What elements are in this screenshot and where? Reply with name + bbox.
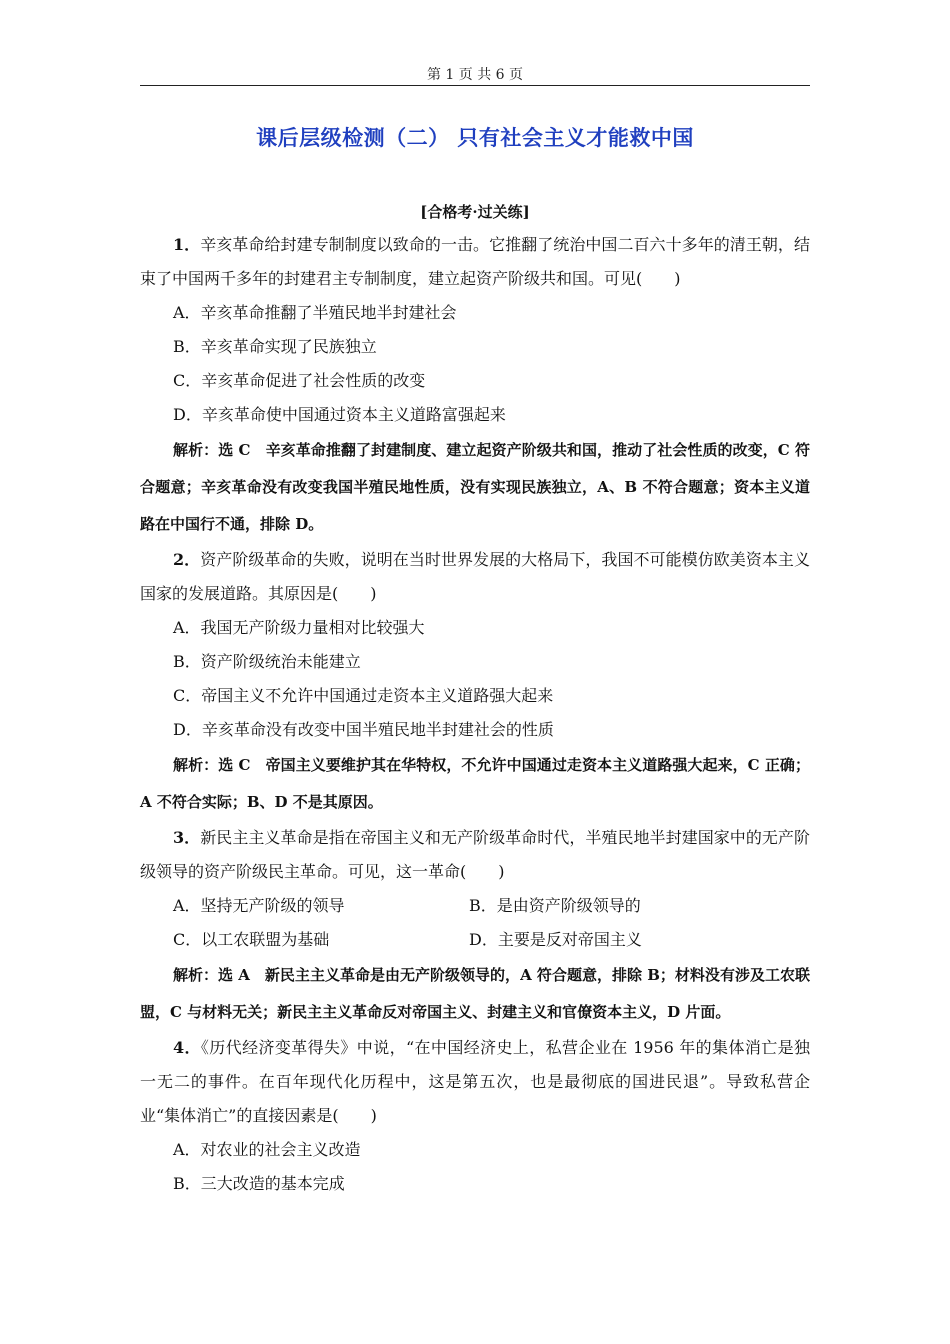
question-4 [140, 1031, 810, 1133]
section-heading: [合格考·过关练] [420, 203, 530, 221]
question-number: 4． [173, 1038, 201, 1057]
question-text: 资产阶级革命的失败，说明在当时世界发展的大格局下，我国不可能模仿欧美资本主义国家的发展道路。其原因是( ) [140, 550, 810, 603]
header-rule [140, 85, 810, 86]
question-text: 新民主主义革命是指在帝国主义和无产阶级革命时代，半殖民地半封建国家中的无产阶级领导的资产阶级民主革命。可见，这一革命( ) [140, 828, 810, 881]
document-body [140, 228, 810, 1201]
answer-explanation: 解析：选 C 辛亥革命推翻了封建制度、建立起资产阶级共和国，推动了社会性质的改变，C 符合题意；辛亥革命没有改变我国半殖民地性质，没有实现民族独立，A、B 不符合题意；资本主义道路在中国行不通，排除 D。 [140, 441, 810, 533]
option-d: D．主要是反对帝国主义 [469, 930, 642, 949]
option-b: B．三大改造的基本完成 [173, 1174, 345, 1193]
question-3 [140, 821, 810, 889]
option-b: B．辛亥革命实现了民族独立 [173, 337, 377, 356]
option-b: B．是由资产阶级领导的 [469, 896, 641, 915]
question-number: 3． [173, 828, 201, 847]
option-row [140, 923, 810, 957]
question-1 [140, 228, 810, 296]
page-header: 第 1 页 共 6 页 [426, 67, 524, 83]
option-row [140, 889, 810, 923]
option-a: A．对农业的社会主义改造 [173, 1140, 361, 1159]
option-c: C．辛亥革命促进了社会性质的改变 [173, 371, 426, 390]
question-text: 《历代经济变革得失》中说，“在中国经济史上，私营企业在 1956 年的集体消亡是独一无二的事件。在百年现代化历程中，这是第五次，也是最彻底的国进民退”。导致私营企业“集体消亡”的直接因素是( ) [140, 1038, 810, 1125]
option-c: C．以工农联盟为基础 [173, 930, 330, 949]
question-text: 辛亥革命给封建专制制度以致命的一击。它推翻了统治中国二百六十多年的清王朝，结束了中国两千多年的封建君主专制制度，建立起资产阶级共和国。可见( ) [140, 235, 810, 288]
question-number: 1． [173, 235, 201, 254]
question-number: 2． [173, 550, 201, 569]
option-c: C．帝国主义不允许中国通过走资本主义道路强大起来 [173, 686, 554, 705]
question-2 [140, 543, 810, 611]
answer-explanation: 解析：选 A 新民主主义革命是由无产阶级领导的，A 符合题意，排除 B；材料没有涉及工农联盟，C 与材料无关；新民主主义革命反对帝国主义、封建主义和官僚资本主义，D 片面。 [140, 966, 810, 1021]
option-a: A．我国无产阶级力量相对比较强大 [173, 618, 425, 637]
option-a: A．辛亥革命推翻了半殖民地半封建社会 [173, 303, 457, 322]
answer-explanation: 解析：选 C 帝国主义要维护其在华特权，不允许中国通过走资本主义道路强大起来，C 正确；A 不符合实际；B、D 不是其原因。 [140, 756, 810, 811]
option-b: B．资产阶级统治未能建立 [173, 652, 361, 671]
document-title: 课后层级检测（二） 只有社会主义才能救中国 [256, 125, 694, 150]
option-d: D．辛亥革命使中国通过资本主义道路富强起来 [173, 405, 506, 424]
option-d: D．辛亥革命没有改变中国半殖民地半封建社会的性质 [173, 720, 554, 739]
option-a: A．坚持无产阶级的领导 [173, 896, 345, 915]
